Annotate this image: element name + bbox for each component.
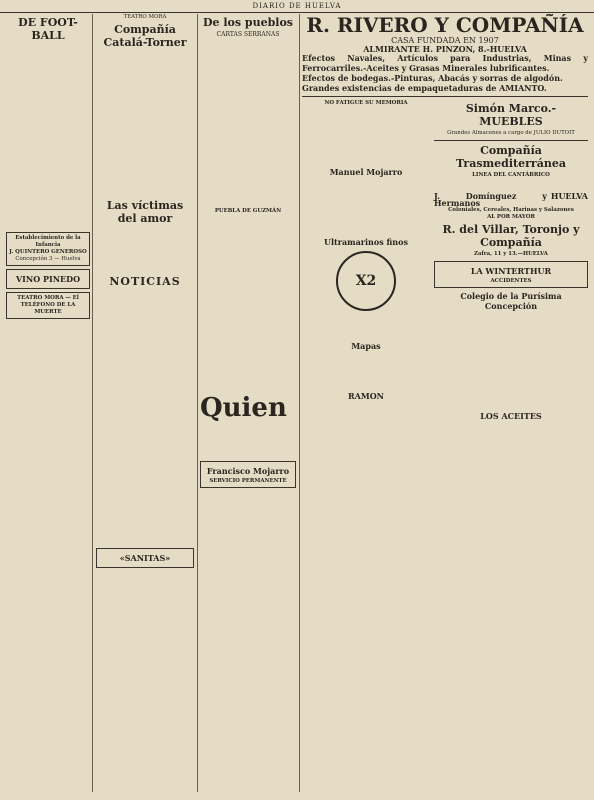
ultramarinos-title: Ultramarinos finos — [324, 237, 408, 247]
column-3 — [200, 14, 296, 792]
infancia-ad-title: Establecimiento de la Infancia — [15, 235, 81, 248]
dominguez-title: J. Domínguez y Hermanos — [434, 191, 547, 208]
rivero-amianto: Grandes existencias de empaquetaduras de AMIANTO. — [302, 83, 547, 93]
infancia-ad-address: Concepción 3 — Huelva — [15, 256, 81, 262]
winterthur-accidentes: ACCIDENTES — [490, 278, 532, 284]
infancia-ad-name: J. QUINTERO GENEROSO — [9, 249, 87, 255]
column-4 — [302, 14, 588, 792]
villar-title: R. del Villar, Toronjo y Compañía — [442, 223, 580, 249]
rivero-title: R. RIVERO Y COMPAÑÍA — [306, 14, 584, 37]
rivero-founded: CASA FUNDADA EN 1907 — [391, 36, 499, 45]
simon-subtitle: Grandes Almacenes a cargo de JULIO DUTOIT — [447, 130, 575, 136]
infancia-ad — [6, 232, 90, 266]
winterthur-box — [434, 261, 588, 288]
column-2 — [96, 14, 194, 792]
aceites-title: LOS ACEITES — [480, 411, 542, 421]
simon-title: Simón Marco.- MUEBLES — [465, 102, 557, 128]
middle-left-col — [302, 100, 430, 423]
rivero-products: Efectos Navales, Artículos para Industrias, Minas y Ferrocarriles.-Aceites y Grasas Minerales lubrificantes. — [302, 53, 588, 73]
ramon-title: RAMON — [348, 391, 384, 401]
teatro-ad — [6, 292, 90, 319]
rivero-products-2: Efectos de bodegas.-Pinturas, Abacás y sorras de algodón. — [302, 73, 563, 83]
column-divider — [197, 14, 198, 792]
divider — [302, 96, 588, 97]
no-fatigue-title: NO FATIGUE SU MEMORIA — [324, 100, 408, 106]
sanitas-ad-title: «SANITAS» — [119, 553, 171, 563]
puebla-title: PUEBLA DE GUZMÁN — [214, 208, 282, 214]
colegio-title: Colegio de la Purísima Concepción — [460, 291, 562, 311]
por-mayor-title: AL POR MAYOR — [487, 214, 535, 220]
column-divider — [92, 14, 93, 792]
pueblos-subtitle: CARTAS SERRANAS — [216, 31, 280, 38]
dominguez-row — [434, 193, 588, 207]
noticias-title: NOTICIAS — [109, 275, 181, 288]
middle-right-col — [434, 100, 588, 423]
sanitas-ad — [96, 548, 194, 568]
villar-address: Zafra, 11 y 13.—HUELVA — [474, 251, 548, 257]
mapas-title: Mapas — [351, 341, 381, 351]
mojarro-box — [200, 461, 296, 488]
vino-ad — [6, 269, 90, 289]
vino-ad-title: VINO PINEDO — [15, 274, 81, 284]
football-title: DE FOOT-BALL — [18, 16, 78, 42]
divider — [434, 140, 588, 141]
pueblos-title: De los pueblos — [203, 16, 293, 29]
mojarro-title: Manuel Mojarro — [329, 167, 403, 177]
masthead: DIARIO DE HUELVA — [0, 0, 594, 13]
mojarro-box-title: Francisco Mojarro — [206, 466, 290, 476]
middle-row — [302, 100, 588, 423]
teatro-label: TEATRO MORA — [123, 14, 167, 20]
victimas-title: Las víctimas del amor — [106, 199, 184, 225]
coloniales-title: Coloniales, Cereales, Harinas y Salazones — [448, 207, 574, 213]
linea-title: LINEA DEL CANTÁBRICO — [472, 172, 550, 178]
column-1 — [6, 14, 90, 792]
winterthur-title: LA WINTERTHUR — [470, 266, 552, 276]
mojarro-box-footer: SERVICIO PERMANENTE — [209, 478, 287, 484]
teatro-ad-text: TEATRO MORA — El TELÉFONO DE LA MUERTE — [17, 295, 79, 315]
rivero-address: ALMIRANTE H. PINZON, 8.-HUELVA — [363, 44, 527, 54]
quien-heading: Quien — [200, 393, 287, 423]
dominguez-city: HUELVA — [550, 191, 588, 201]
x2-stamp-icon: X2 — [336, 251, 396, 311]
compania-title: Compañía Catalá-Torner — [103, 23, 187, 49]
column-divider — [299, 14, 300, 792]
trasmediterranea-title: Compañía Trasmediterránea — [456, 144, 566, 170]
